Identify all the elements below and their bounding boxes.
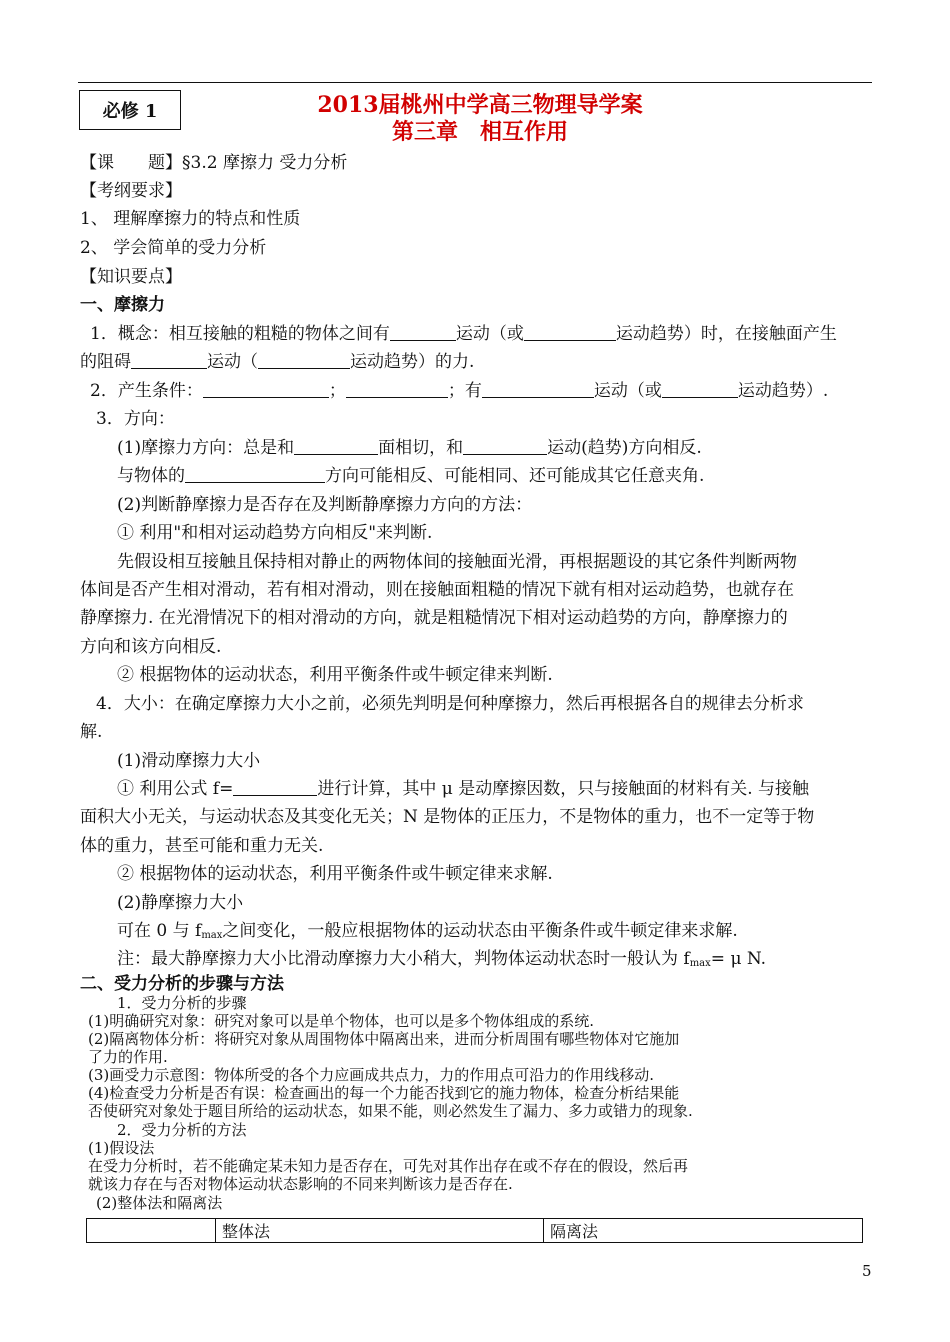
page-number: 5 — [862, 1262, 872, 1280]
paragraph-line: 体的重力，甚至可能和重力无关. — [80, 836, 324, 856]
subscript: max — [689, 958, 711, 969]
size-line: 4．大小：在确定摩擦力大小之前，必须先判明是何种摩擦力，然后再根据各自的规律去分析求 — [96, 694, 804, 714]
method-item: ② 根据物体的运动状态，利用平衡条件或牛顿定律来判断. — [117, 665, 553, 685]
table-cell — [87, 1219, 216, 1243]
text: ； — [328, 381, 346, 401]
header-rule — [78, 82, 872, 83]
blank — [346, 381, 448, 398]
blank — [185, 466, 325, 483]
text: 运动趋势）. — [737, 381, 829, 401]
direction-line — [117, 437, 702, 459]
chapter-title: 第三章 相互作用 — [391, 119, 568, 145]
paragraph-line: 先假设相互接触且保持相对静止的两物体间的接触面光滑，再根据题设的其它条件判断两物 — [117, 552, 797, 572]
syllabus-heading: 【考纲要求】 — [80, 181, 182, 201]
static-direction-heading: (2)判断静摩擦力是否存在及判断静摩擦力方向的方法： — [117, 495, 533, 515]
step-item: (3)画受力示意图：物体所受的各个力应画成共点力，力的作用点可沿力的作用线移动. — [88, 1066, 655, 1084]
section-heading-analysis: 二、受力分析的步骤与方法 — [80, 974, 284, 994]
paragraph-line: 在受力分析时，若不能确定某未知力是否存在，可先对其作出存在或不存在的假设，然后再 — [88, 1157, 689, 1175]
section-heading-friction: 一、摩擦力 — [80, 295, 165, 315]
text: = μ N. — [710, 949, 767, 969]
text: (1)摩擦力方向：总是和 — [117, 438, 295, 458]
text: 运动（ — [207, 352, 258, 372]
method-name: (1)假设法 — [88, 1139, 155, 1157]
blank — [482, 381, 594, 398]
size-line-2: 解. — [80, 722, 103, 742]
table-row — [87, 1219, 863, 1243]
text: 方向可能相反、可能相同、还可能成其它任意夹角. — [325, 466, 705, 486]
formula-line — [117, 778, 809, 800]
blank — [390, 324, 456, 341]
static-line — [117, 920, 738, 947]
blank — [258, 352, 350, 369]
direction-heading: 3．方向： — [96, 409, 175, 429]
paragraph-line: 方向和该方向相反. — [80, 637, 222, 657]
text: 1．概念：相互接触的粗糙的物体之间有 — [90, 324, 390, 344]
method-item: ① 利用"和相对运动趋势方向相反"来判断. — [117, 523, 433, 543]
text: 的阻碍 — [80, 352, 131, 372]
syllabus-item: 2、 学会简单的受力分析 — [80, 238, 267, 258]
text: 运动趋势）时，在接触面产生 — [615, 324, 837, 344]
table-header-whole: 整体法 — [216, 1219, 544, 1243]
step-item: (1)明确研究对象：研究对象可以是单个物体，也可以是多个物体组成的系统. — [88, 1012, 595, 1030]
text: 运动（或 — [455, 324, 524, 344]
paragraph-line: 面积大小无关，与运动状态及其变化无关；N 是物体的正压力，不是物体的重力，也不一定等于物 — [80, 807, 815, 827]
direction-line-2 — [117, 465, 704, 487]
text: 可在 0 与 f — [117, 921, 202, 941]
sliding-heading: (1)滑动摩擦力大小 — [117, 751, 261, 771]
concept-line-2 — [80, 351, 474, 373]
text: 2．产生条件： — [90, 381, 203, 401]
text: 面相切，和 — [378, 438, 464, 458]
blank — [131, 352, 207, 369]
text: 运动(趋势)方向相反. — [547, 438, 702, 458]
subscript: max — [201, 930, 223, 941]
step-item: (2)隔离物体分析：将研究对象从周围物体中隔离出来，进而分析周围有哪些物体对它施加 — [88, 1030, 680, 1048]
static-heading: (2)静摩擦力大小 — [117, 893, 244, 913]
paragraph-line: 静摩擦力. 在光滑情况下的相对滑动的方向，就是粗糙情况下相对运动趋势的方向，静摩擦力的 — [80, 608, 788, 628]
knowledge-heading: 【知识要点】 — [80, 267, 182, 287]
method-name: (2)整体法和隔离法 — [96, 1194, 223, 1212]
blank — [233, 779, 317, 796]
blank — [294, 438, 378, 455]
syllabus-item: 1、 理解摩擦力的特点和性质 — [80, 209, 301, 229]
text: ① 利用公式 f= — [117, 779, 234, 799]
note-line — [117, 948, 766, 975]
method-item: ② 根据物体的运动状态，利用平衡条件或牛顿定律来求解. — [117, 864, 553, 884]
step-item: (4)检查受力分析是否有误：检查画出的每一个力能否找到它的施力物体，检查分析结果能 — [88, 1084, 680, 1102]
blank — [463, 438, 547, 455]
blank — [662, 381, 738, 398]
text: 进行计算，其中 μ 是动摩擦因数，只与接触面的材料有关. 与接触 — [317, 779, 810, 799]
text: 运动趋势）的力. — [350, 352, 475, 372]
text: 注：最大静摩擦力大小比滑动摩擦力大小稍大，判物体运动状态时一般认为 f — [117, 949, 690, 969]
text: ；有 — [447, 381, 482, 401]
comparison-table — [86, 1218, 863, 1243]
methods-heading: 2．受力分析的方法 — [117, 1121, 247, 1139]
step-item: 否使研究对象处于题目所给的运动状态，如果不能，则必然发生了漏力、多力或错力的现象. — [88, 1102, 693, 1120]
module-badge: 必修 1 — [79, 90, 181, 130]
condition-line — [90, 380, 828, 402]
blank — [203, 381, 329, 398]
topic-line: 【课 题】§3.2 摩擦力 受力分析 — [80, 153, 348, 173]
concept-line — [90, 323, 837, 345]
paragraph-line: 就该力存在与否对物体运动状态影响的不同来判断该力是否存在. — [88, 1175, 513, 1193]
text: 与物体的 — [117, 466, 185, 486]
blank — [524, 324, 616, 341]
table-header-isolation: 隔离法 — [544, 1219, 863, 1243]
text: 运动（或 — [593, 381, 662, 401]
steps-heading: 1．受力分析的步骤 — [117, 994, 247, 1012]
step-item: 了力的作用. — [88, 1048, 168, 1066]
document-title: 2013届桃州中学高三物理导学案 — [317, 92, 643, 118]
text: 之间变化，一般应根据物体的运动状态由平衡条件或牛顿定律来求解. — [222, 921, 738, 941]
paragraph-line: 体间是否产生相对滑动，若有相对滑动，则在接触面粗糙的情况下就有相对运动趋势，也就存在 — [80, 580, 794, 600]
